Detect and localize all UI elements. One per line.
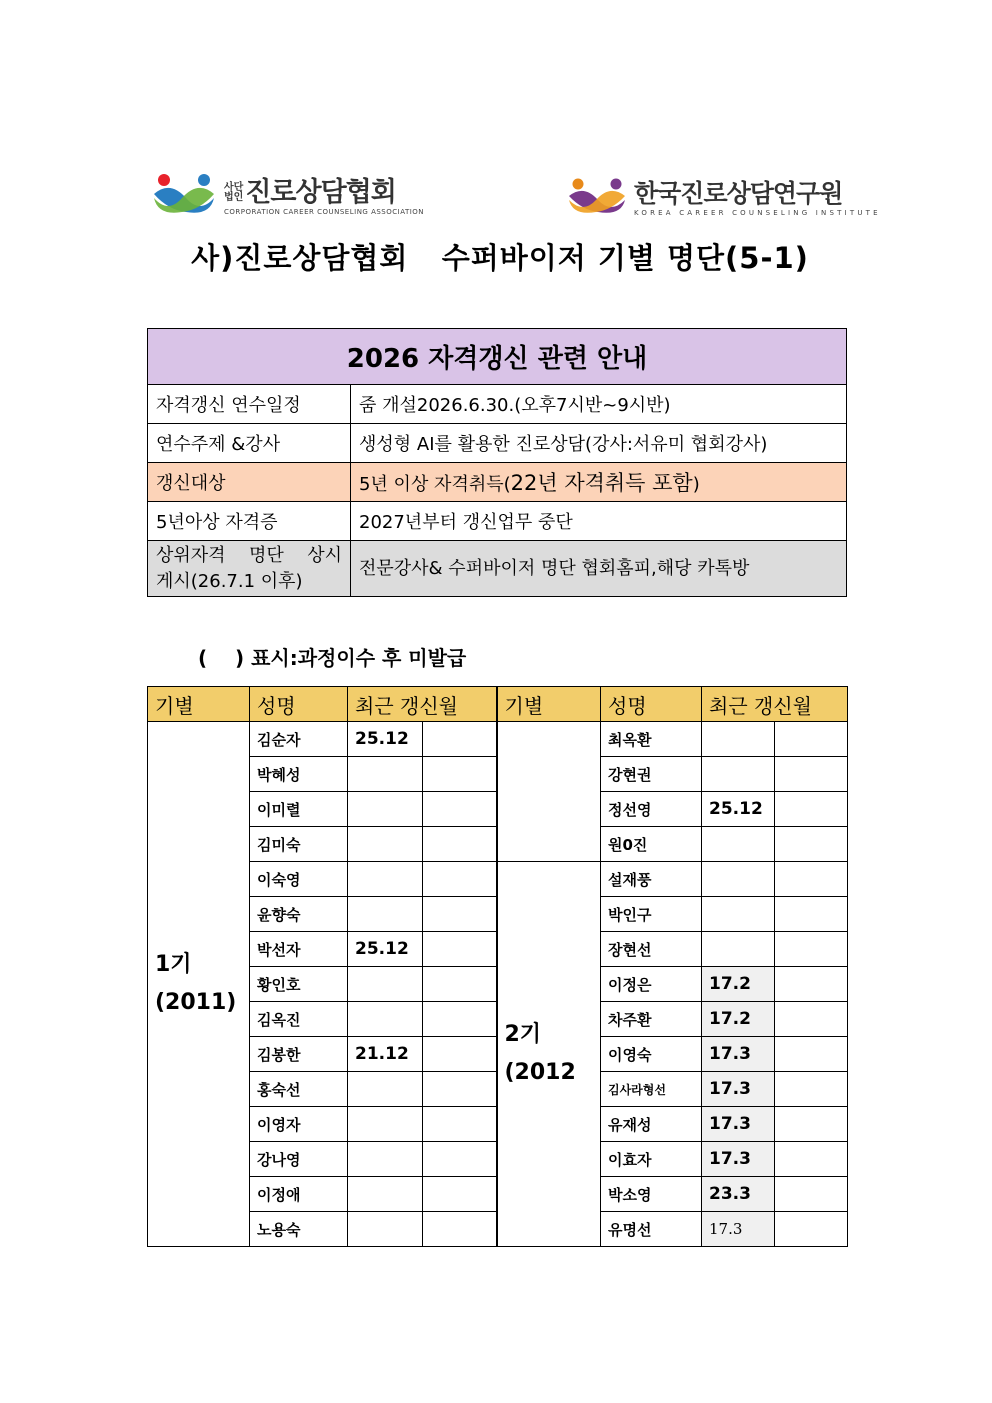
info-label: 자격갱신 연수일정 bbox=[148, 385, 351, 424]
member-name: 홍숙선 bbox=[250, 1072, 348, 1107]
info-label: 갱신대상 bbox=[148, 463, 351, 502]
logo-prefix-top: 사단 bbox=[224, 181, 244, 193]
renewal-date-extra bbox=[423, 1212, 497, 1247]
renewal-date-extra bbox=[423, 1072, 497, 1107]
renewal-date-extra bbox=[423, 827, 497, 862]
table-row bbox=[148, 862, 848, 897]
target-text-a: 5년 이상 자격취득( bbox=[359, 474, 511, 495]
renewal-date: 23.3 bbox=[702, 1177, 775, 1212]
member-name: 이효자 bbox=[601, 1142, 702, 1177]
renewal-date-extra bbox=[775, 827, 848, 862]
renewal-date bbox=[348, 967, 423, 1002]
member-name: 이숙영 bbox=[250, 862, 348, 897]
renewal-date bbox=[702, 722, 775, 757]
renewal-date bbox=[348, 1212, 423, 1247]
generation-blank bbox=[497, 722, 601, 862]
renewal-date-extra bbox=[423, 862, 497, 897]
member-name: 이정애 bbox=[250, 1177, 348, 1212]
renewal-date bbox=[702, 827, 775, 862]
table-row bbox=[148, 722, 848, 757]
renewal-date-extra bbox=[423, 757, 497, 792]
institute-subtitle: KOREA CAREER COUNSELING INSTITUTE bbox=[634, 208, 881, 217]
header-generation: 기별 bbox=[148, 687, 250, 722]
target-text-c: ) bbox=[692, 474, 700, 495]
renewal-date bbox=[702, 897, 775, 932]
renewal-date-extra bbox=[775, 722, 848, 757]
generation-1-label: 1기 bbox=[155, 952, 192, 977]
renewal-date: 17.3 bbox=[702, 1072, 775, 1107]
member-name: 이영자 bbox=[250, 1107, 348, 1142]
generation-2 bbox=[497, 862, 601, 1247]
header-renewal: 최근 갱신월 bbox=[702, 687, 848, 722]
info-label bbox=[148, 541, 351, 597]
renewal-date: 17.3 bbox=[702, 1037, 775, 1072]
renewal-date-extra bbox=[775, 897, 848, 932]
renewal-date-extra bbox=[775, 757, 848, 792]
member-name: 이영숙 bbox=[601, 1037, 702, 1072]
renewal-date-extra bbox=[423, 1142, 497, 1177]
info-row-topic bbox=[148, 424, 847, 463]
renewal-date-extra bbox=[775, 1002, 848, 1037]
info-label-line2: 게시(26.7.1 이후) bbox=[156, 570, 303, 592]
association-logo bbox=[150, 172, 424, 222]
member-name: 김미숙 bbox=[250, 827, 348, 862]
member-name: 유재성 bbox=[601, 1107, 702, 1142]
association-emblem-icon bbox=[150, 172, 218, 222]
member-name: 차주환 bbox=[601, 1002, 702, 1037]
member-name: 이미렬 bbox=[250, 792, 348, 827]
renewal-date-extra bbox=[775, 1142, 848, 1177]
renewal-date bbox=[348, 792, 423, 827]
member-name: 원0진 bbox=[601, 827, 702, 862]
member-name: 최옥환 bbox=[601, 722, 702, 757]
generation-2-year: (2012 bbox=[504, 1060, 576, 1085]
header-name: 성명 bbox=[601, 687, 702, 722]
info-label: 5년아상 자격증 bbox=[148, 502, 351, 541]
renewal-date bbox=[702, 862, 775, 897]
renewal-date-extra bbox=[775, 1107, 848, 1142]
member-name: 장현선 bbox=[601, 932, 702, 967]
renewal-date: 17.2 bbox=[702, 967, 775, 1002]
renewal-date bbox=[348, 1107, 423, 1142]
renewal-date-extra bbox=[423, 722, 497, 757]
info-label: 연수주제 &강사 bbox=[148, 424, 351, 463]
header-generation: 기별 bbox=[497, 687, 601, 722]
info-row-discontinue bbox=[148, 502, 847, 541]
renewal-date bbox=[702, 932, 775, 967]
renewal-date-extra bbox=[423, 897, 497, 932]
member-name: 김순자 bbox=[250, 722, 348, 757]
info-row-schedule bbox=[148, 385, 847, 424]
renewal-date-extra bbox=[423, 1037, 497, 1072]
renewal-date-extra bbox=[775, 1072, 848, 1107]
renewal-date: 25.12 bbox=[348, 722, 423, 757]
member-name: 강현권 bbox=[601, 757, 702, 792]
renewal-date: 21.12 bbox=[348, 1037, 423, 1072]
renewal-date-extra bbox=[775, 1177, 848, 1212]
renewal-date: 17.3 bbox=[702, 1107, 775, 1142]
info-value: 줌 개설2026.6.30.(오후7시반~9시반) bbox=[351, 385, 847, 424]
legend-note: ( ) 표시:과정이수 후 미발급 bbox=[198, 646, 467, 670]
renewal-date bbox=[348, 1177, 423, 1212]
member-name: 설재풍 bbox=[601, 862, 702, 897]
info-row-posting bbox=[148, 541, 847, 597]
renewal-date-extra bbox=[423, 1177, 497, 1212]
member-name: 박혜성 bbox=[250, 757, 348, 792]
page-title: 사)진로상담협회 수퍼바이저 기별 명단(5-1) bbox=[191, 241, 809, 275]
info-row-target bbox=[148, 463, 847, 502]
renewal-date-extra bbox=[775, 1212, 848, 1247]
roster-header-row bbox=[148, 687, 848, 722]
renewal-date-extra bbox=[775, 967, 848, 1002]
info-value: 생성형 AI를 활용한 진로상담(강사:서유미 협회강사) bbox=[351, 424, 847, 463]
renewal-date bbox=[348, 897, 423, 932]
renewal-date: 25.12 bbox=[702, 792, 775, 827]
renewal-date-extra bbox=[775, 1037, 848, 1072]
association-name: 진로상담협회 bbox=[245, 176, 396, 208]
member-name: 김사라형선 bbox=[601, 1072, 702, 1107]
renewal-date bbox=[348, 1142, 423, 1177]
info-value bbox=[351, 463, 847, 502]
member-name: 강나영 bbox=[250, 1142, 348, 1177]
renewal-date: 25.12 bbox=[348, 932, 423, 967]
member-name: 정선영 bbox=[601, 792, 702, 827]
renewal-date-extra bbox=[423, 932, 497, 967]
logo-prefix-bottom: 법인 bbox=[224, 191, 244, 203]
renewal-date bbox=[348, 757, 423, 792]
member-name: 김옥진 bbox=[250, 1002, 348, 1037]
generation-1 bbox=[148, 722, 250, 1247]
member-name: 윤향숙 bbox=[250, 897, 348, 932]
institute-emblem-icon bbox=[566, 176, 628, 220]
member-name: 김봉한 bbox=[250, 1037, 348, 1072]
association-subtitle: CORPORATION CAREER COUNSELING ASSOCIATION bbox=[224, 207, 425, 216]
renewal-date-extra bbox=[423, 792, 497, 827]
renewal-date bbox=[702, 757, 775, 792]
renewal-date bbox=[348, 1072, 423, 1107]
renewal-date-extra bbox=[423, 1107, 497, 1142]
renewal-date: 17.2 bbox=[702, 1002, 775, 1037]
member-name: 박인구 bbox=[601, 897, 702, 932]
generation-1-year: (2011) bbox=[155, 990, 237, 1015]
institute-logo bbox=[566, 176, 881, 220]
header-renewal: 최근 갱신월 bbox=[348, 687, 497, 722]
info-value: 전문강사& 수퍼바이저 명단 협회홈피,해당 카톡방 bbox=[351, 541, 847, 597]
renewal-date-extra bbox=[775, 792, 848, 827]
institute-name: 한국진로상담연구원 bbox=[634, 178, 843, 208]
member-name: 이정은 bbox=[601, 967, 702, 1002]
member-name: 황인호 bbox=[250, 967, 348, 1002]
renewal-date bbox=[348, 1002, 423, 1037]
renewal-date-extra bbox=[775, 932, 848, 967]
header-name: 성명 bbox=[250, 687, 348, 722]
member-name: 박선자 bbox=[250, 932, 348, 967]
supervisor-roster-table bbox=[147, 686, 848, 1247]
renewal-date-extra bbox=[423, 967, 497, 1002]
info-label-line1: 상위자격 명단 상시 bbox=[156, 544, 342, 566]
generation-2-label: 2기 bbox=[504, 1022, 542, 1047]
renewal-date bbox=[348, 827, 423, 862]
renewal-date bbox=[348, 862, 423, 897]
renewal-info-header: 2026 자격갱신 관련 안내 bbox=[148, 329, 847, 385]
renewal-date-extra bbox=[775, 862, 848, 897]
member-name: 박소영 bbox=[601, 1177, 702, 1212]
member-name: 유명선 bbox=[601, 1212, 702, 1247]
renewal-info-table bbox=[147, 328, 847, 597]
target-text-b: 22년 자격취득 포함 bbox=[510, 471, 693, 495]
renewal-date-extra bbox=[423, 1002, 497, 1037]
renewal-date: 17.3 bbox=[702, 1142, 775, 1177]
renewal-date: 17.3 bbox=[702, 1212, 775, 1247]
member-name: 노용숙 bbox=[250, 1212, 348, 1247]
info-value: 2027년부터 갱신업무 중단 bbox=[351, 502, 847, 541]
